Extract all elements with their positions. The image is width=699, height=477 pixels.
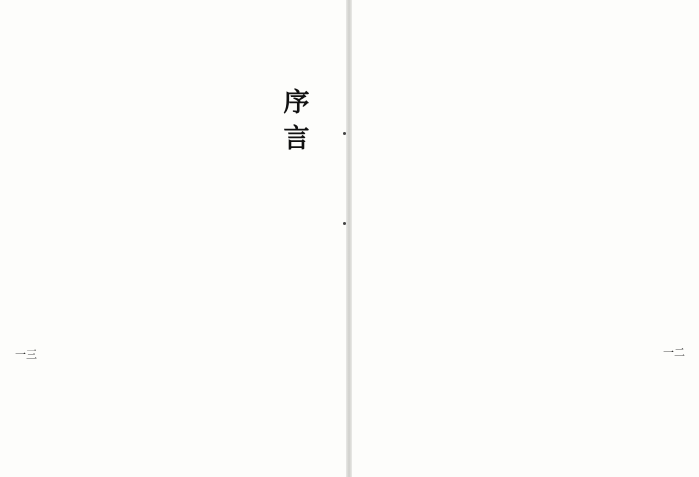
right-page-number: 一二 bbox=[663, 346, 685, 359]
left-page-number: 一三 bbox=[15, 348, 37, 361]
binding-mark bbox=[343, 132, 346, 135]
book-gutter bbox=[346, 0, 352, 477]
binding-mark bbox=[343, 222, 346, 225]
toc-lower-block bbox=[414, 268, 666, 448]
preface-heading: 序言 bbox=[279, 88, 309, 160]
preface-body bbox=[40, 72, 262, 444]
